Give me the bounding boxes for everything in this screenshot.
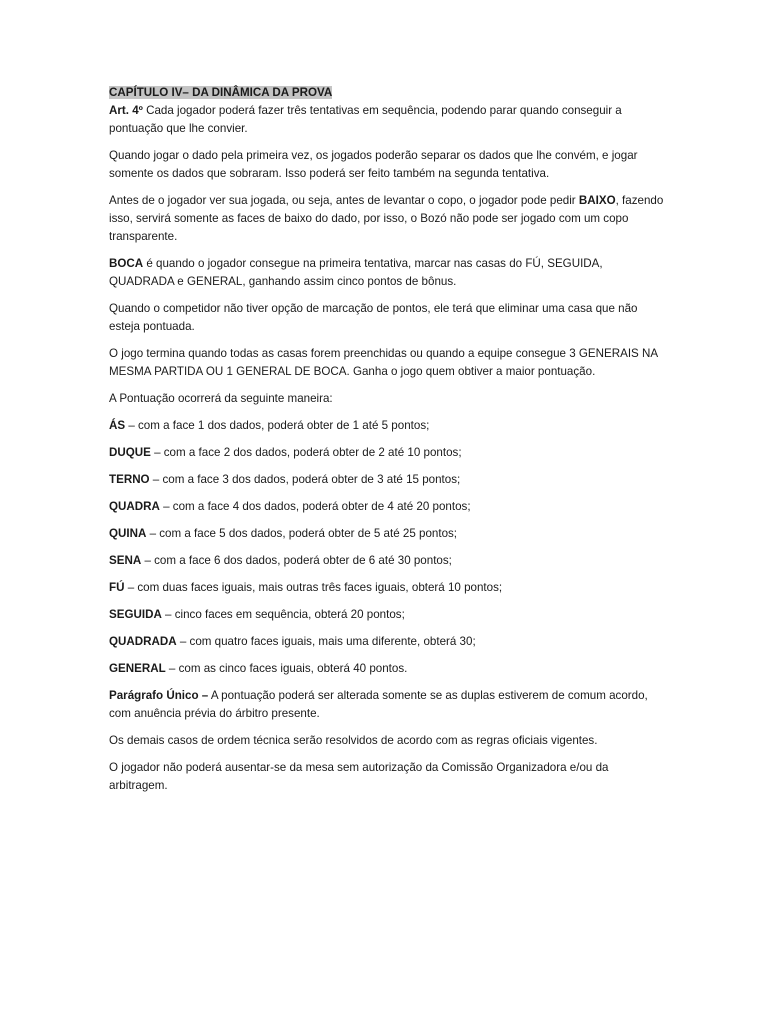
scoring-term: ÁS <box>109 419 126 432</box>
article-text: Cada jogador poderá fazer três tentativas em sequência, podendo parar quando conseguir a pontuação que lhe convier. <box>109 104 622 135</box>
scoring-term: FÚ <box>109 581 125 594</box>
scoring-term: TERNO <box>109 473 150 486</box>
scoring-term: SEGUIDA <box>109 608 162 621</box>
scoring-text: – com quatro faces iguais, mais uma diferente, obterá 30; <box>176 635 476 648</box>
scoring-item <box>109 606 669 624</box>
scoring-item <box>109 552 669 570</box>
paragraph-boca-text: é quando o jogador consegue na primeira tentativa, marcar nas casas do FÚ, SEGUIDA, QUADRADA e GENERAL, ganhando assim cinco pontos de bônus. <box>109 257 603 288</box>
scoring-list <box>109 417 669 678</box>
paragraph-scoring-intro: A Pontuação ocorrerá da seguinte maneira: <box>109 392 333 405</box>
scoring-term: QUADRA <box>109 500 160 513</box>
scoring-term: QUINA <box>109 527 147 540</box>
paragrafo-unico-text: A pontuação poderá ser alterada somente se as duplas estiverem de comum acordo, com anuência prévia do árbitro presente. <box>109 689 648 720</box>
scoring-item <box>109 471 669 489</box>
scoring-text: – com a face 6 dos dados, poderá obter de 6 até 30 pontos; <box>141 554 452 567</box>
paragraph-baixo-text-b: , fazendo isso, servirá somente as faces de baixo do dado, por isso, o Bozó não pode ser jogado com um copo transparente. <box>109 194 664 243</box>
paragraph-leave-table: O jogador não poderá ausentar-se da mesa sem autorização da Comissão Organizadora e/ou da arbitragem. <box>109 761 609 792</box>
scoring-text: – com a face 3 dos dados, poderá obter de 3 até 15 pontos; <box>149 473 461 486</box>
document-page <box>109 84 669 804</box>
scoring-item <box>109 498 669 516</box>
article-label: Art. 4º <box>109 104 143 117</box>
scoring-item <box>109 417 669 435</box>
paragraph-eliminate: Quando o competidor não tiver opção de marcação de pontos, ele terá que eliminar uma casa que não esteja pontuada. <box>109 302 638 333</box>
baixo-term: BAIXO <box>578 194 616 207</box>
scoring-term: DUQUE <box>109 446 151 459</box>
boca-term: BOCA <box>109 257 144 270</box>
paragraph-boca <box>109 255 669 291</box>
paragraph-other-cases: Os demais casos de ordem técnica serão resolvidos de acordo com as regras oficiais vigentes. <box>109 734 598 747</box>
scoring-text: – com duas faces iguais, mais outras três faces iguais, obterá 10 pontos; <box>124 581 503 594</box>
article-4 <box>109 102 669 138</box>
scoring-term: QUADRADA <box>109 635 177 648</box>
paragraph-unico <box>109 687 669 723</box>
paragraph-baixo <box>109 192 669 246</box>
scoring-item <box>109 579 669 597</box>
chapter-heading: CAPÍTULO IV– DA DINÂMICA DA PROVA <box>109 86 333 99</box>
paragraph-baixo-text-a: Antes de o jogador ver sua jogada, ou seja, antes de levantar o copo, o jogador pode pedir <box>109 194 579 207</box>
scoring-item <box>109 633 669 651</box>
paragraph-first-roll: Quando jogar o dado pela primeira vez, os jogados poderão separar os dados que lhe convém, e jogar somente os dados que sobraram. Isso poderá ser feito também na segunda tentativa. <box>109 149 638 180</box>
scoring-item <box>109 525 669 543</box>
scoring-text: – com a face 5 dos dados, poderá obter de 5 até 25 pontos; <box>146 527 458 540</box>
paragraph-game-end: O jogo termina quando todas as casas forem preenchidas ou quando a equipe consegue 3 GENERAIS NA MESMA PARTIDA OU 1 GENERAL DE BOCA. Ganha o jogo quem obtiver a maior pontuação. <box>109 347 658 378</box>
scoring-term: GENERAL <box>109 662 166 675</box>
paragrafo-unico-label: Parágrafo Único – <box>109 689 209 702</box>
scoring-text: – cinco faces em sequência, obterá 20 pontos; <box>161 608 405 621</box>
scoring-text: – com a face 4 dos dados, poderá obter de 4 até 20 pontos; <box>159 500 471 513</box>
chapter-heading-line <box>109 84 669 102</box>
scoring-text: – com a face 1 dos dados, poderá obter de 1 até 5 pontos; <box>125 419 430 432</box>
scoring-term: SENA <box>109 554 142 567</box>
scoring-item <box>109 444 669 462</box>
scoring-text: – com a face 2 dos dados, poderá obter de 2 até 10 pontos; <box>150 446 462 459</box>
scoring-item <box>109 660 669 678</box>
scoring-text: – com as cinco faces iguais, obterá 40 pontos. <box>165 662 408 675</box>
